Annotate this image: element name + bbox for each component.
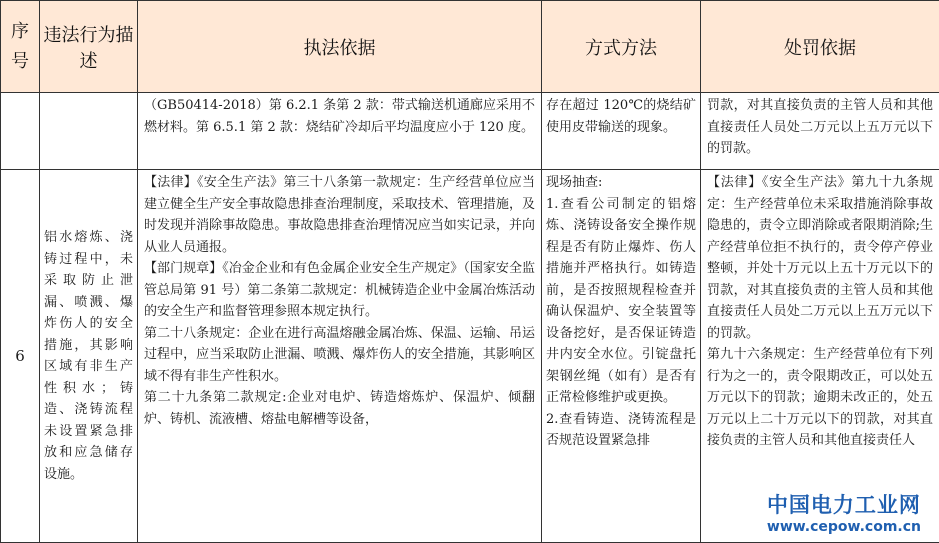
row1-penalty-text: 罚款，对其直接负责的主管人员和其他直接责任人员处二万元以上五万元以下的罚款。 xyxy=(701,93,939,162)
method-para: 2.查看铸造、浇铸流程是否规范设置紧急排 xyxy=(546,409,696,452)
row2-violation-text: 铝水熔炼、浇铸过程中，未采取防止泄漏、喷溅、爆炸伤人的安全措施，其影响区域有非生产性积水；铸造、浇铸流程未设置紧急排放和应急储存设施。 xyxy=(40,225,137,487)
table-row xyxy=(1,93,939,170)
basis-para: 第二十九条第二款规定:企业对电炉、铸造熔炼炉、保温炉、倾翻炉、铸机、流液槽、熔盐电解槽等设备， xyxy=(144,387,535,430)
penalty-para: 【法律】《安全生产法》第九十九条规定：生产经营单位未采取措施消除事故隐患的，责令立即消除或者限期消除;生产经营单位拒不执行的，责令停产停业整顿，并处十万元以上五十万元以下的罚款，对其直接负责的主管人员和其他直接责任人员处二万元以上五万元以下的罚款。 xyxy=(707,172,933,344)
header-penalty: 处罚依据 xyxy=(701,1,939,93)
row1-method xyxy=(542,93,701,170)
header-method: 方式方法 xyxy=(542,1,701,93)
basis-para: 第二十八条规定：企业在进行高温熔融金属冶炼、保温、运输、吊运过程中，应当采取防止泄漏、喷溅、爆炸伤人的安全措施，其影响区域不得有非生产性积水。 xyxy=(144,323,535,388)
row2-method-text xyxy=(542,170,700,454)
header-violation: 违法行为描述 xyxy=(40,1,138,93)
method-para: 1.查看公司制定的铝熔炼、浇铸设备安全操作规程是否有防止爆炸、伤人措施并严格执行。如铸造前，是否按照规程检查并确认保温炉、安全装置等设备挖好，是否保证铸造井内安全水位。引锭盘托架钢丝绳（如有）是否有正常检修维护或更换。 xyxy=(546,194,696,409)
row1-penalty xyxy=(701,93,939,170)
row2-penalty-text xyxy=(701,170,939,454)
row2-basis xyxy=(138,170,542,543)
header-basis: 执法依据 xyxy=(138,1,542,93)
row1-seq xyxy=(1,93,40,170)
row2-penalty xyxy=(701,170,939,543)
row1-violation xyxy=(40,93,138,170)
method-para: 现场抽查: xyxy=(546,172,696,194)
site-watermark xyxy=(767,492,921,536)
row1-basis-text: （GB50414-2018）第 6.2.1 条第 2 款：带式输送机通廊应采用不燃材料。第 6.5.1 第 2 款：烧结矿冷却后平均温度应小于 120 度。 xyxy=(138,93,541,140)
row1-method-text: 存在超过 120℃的烧结矿使用皮带输送的现象。 xyxy=(542,93,700,140)
watermark-url: www.cepow.com.cn xyxy=(767,518,921,536)
row2-violation xyxy=(40,170,138,543)
watermark-title: 中国电力工业网 xyxy=(767,492,921,518)
row2-basis-text xyxy=(138,170,541,432)
header-seq: 序 号 xyxy=(1,1,40,93)
basis-para: 【法律】《安全生产法》第三十八条第一款规定：生产经营单位应当建立健全生产安全事故隐患排查治理制度，采取技术、管理措施，及时发现并消除事故隐患。事故隐患排查治理情况应当如实记录，并向从业人员通报。 xyxy=(144,172,535,258)
row2-method xyxy=(542,170,701,543)
table-row xyxy=(1,170,939,543)
header-row xyxy=(1,1,939,93)
row1-basis xyxy=(138,93,542,170)
penalty-para: 第九十六条规定：生产经营单位有下列行为之一的，责令限期改正，可以处五万元以下的罚款；逾期未改正的，处五万元以上二十万元以下的罚款，对其直接负责的主管人员和其他直接责任人 xyxy=(707,344,933,452)
row2-seq: 6 xyxy=(1,170,40,543)
basis-para: 【部门规章】《冶金企业和有色金属企业安全生产规定》（国家安全监管总局第 91 号）第二条第二款规定：机械铸造企业中金属冶炼活动的安全生产和监督管理参照本规定执行。 xyxy=(144,258,535,323)
